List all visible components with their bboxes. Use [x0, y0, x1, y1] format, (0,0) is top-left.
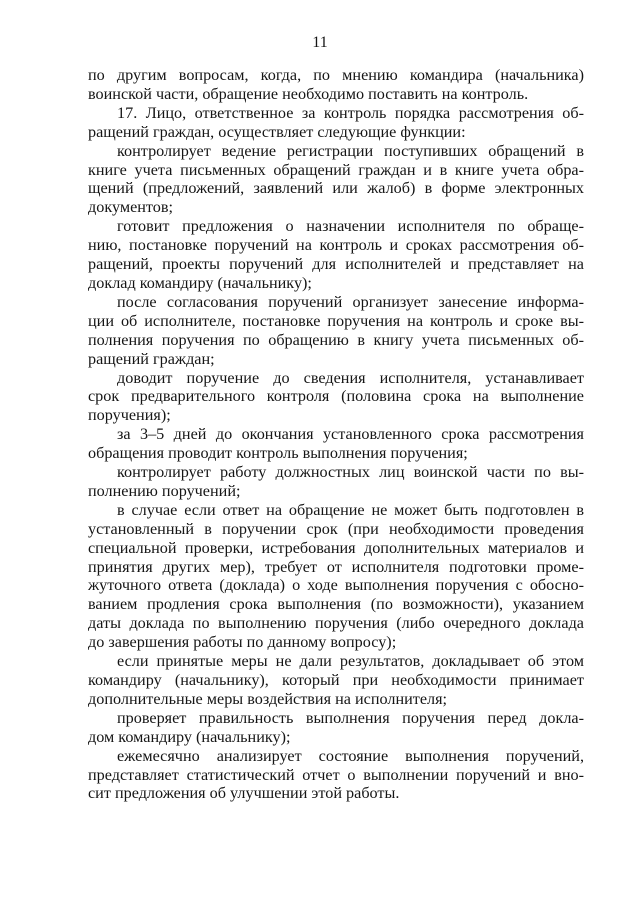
text-line: обращения проводит контроль выполнения поручения;: [88, 444, 468, 463]
text-line: срок предварительного контроля (половина срока на выполнение: [88, 387, 584, 406]
text-line: командиру (начальнику), который при необходимости принимает: [88, 671, 584, 689]
text-line: дополнительные меры воздействия на исполнителя;: [88, 689, 448, 708]
text-line: принятия других мер), требует от исполнителя подготовки проме-: [88, 557, 584, 576]
text-line: после согласования поручений организует занесение информа-: [117, 292, 584, 311]
text-line: щений (предложений, заявлений или жалоб) в форме электронных: [88, 179, 584, 198]
text-line: дом командиру (начальнику);: [88, 727, 291, 746]
text-line: ванием продления срока выполнения (по возможности), указанием: [88, 595, 584, 614]
text-line: воинской части, обращение необходимо поставить на контроль.: [88, 84, 529, 103]
text-line: доводит поручение до сведения исполнителя, устанавливает: [117, 368, 584, 387]
paragraph: [88, 293, 584, 369]
paragraph: [88, 369, 584, 426]
paragraph: [88, 217, 584, 293]
text-line: установленный в поручении срок (при необходимости проведения: [88, 519, 584, 538]
text-line: ращений граждан, осуществляет следующие функции:: [88, 122, 466, 141]
text-line: документов;: [88, 198, 174, 217]
text-line: если принятые меры не дали результатов, докладывает об этом: [117, 652, 584, 671]
paragraph: [88, 501, 584, 652]
text-line: жуточного ответа (доклада) о ходе выполнения поручения с обосно-: [88, 576, 584, 595]
text-line: в случае если ответ на обращение не может быть подготовлен в: [117, 500, 584, 519]
text-line: книге учета письменных обращений граждан и в книге учета обра-: [88, 160, 584, 179]
paragraph: [88, 747, 584, 804]
text-line: даты доклада по выполнению поручения (либо очередного доклада: [88, 614, 584, 633]
paragraph: [88, 425, 584, 463]
paragraph: [88, 104, 584, 142]
text-line: ращений, проекты поручений для исполнителей и представляет на: [88, 255, 584, 274]
text-line: по другим вопросам, когда, по мнению командира (начальника): [88, 66, 584, 84]
text-line: сит предложения об улучшении этой работы.: [88, 784, 400, 803]
paragraph: [88, 652, 584, 709]
paragraph: [88, 463, 584, 501]
text-line: ежемесячно анализирует состояние выполнения поручений,: [117, 746, 584, 765]
document-body: [88, 66, 584, 803]
text-line: за 3–5 дней до окончания установленного срока рассмотрения: [117, 425, 584, 444]
paragraph: [88, 709, 584, 747]
paragraph: [88, 142, 584, 218]
paragraph: [88, 66, 584, 104]
page-number: 11: [312, 34, 328, 51]
text-line: готовит предложения о назначении исполнителя по обраще-: [117, 217, 584, 236]
text-line: до завершения работы по данному вопросу);: [88, 633, 397, 652]
text-line: полнению поручений;: [88, 481, 241, 500]
text-line: проверяет правильность выполнения поручения перед доклa-: [117, 708, 584, 727]
text-line: поручения);: [88, 406, 171, 425]
text-line: контролирует ведение регистрации поступивших обращений в: [117, 141, 584, 160]
text-line: ращений граждан;: [88, 349, 215, 368]
text-line: полнения поручения по обращению в книгу учета письменных об-: [88, 330, 584, 349]
text-line: контролирует работу должностных лиц воинской части по вы-: [117, 463, 584, 482]
text-line: доклад командиру (начальнику);: [88, 273, 312, 292]
text-line: 17. Лицо, ответственное за контроль порядка рассмотрения об-: [117, 103, 584, 122]
text-line: специальной проверки, истребования дополнительных материалов и: [88, 538, 584, 557]
text-line: нию, постановке поручений на контроль и сроках рассмотрения об-: [88, 236, 584, 255]
text-line: ции об исполнителе, постановке поручения на контроль и сроке вы-: [88, 311, 584, 330]
text-line: представляет статистический отчет о выполнении поручений и вно-: [88, 765, 584, 784]
